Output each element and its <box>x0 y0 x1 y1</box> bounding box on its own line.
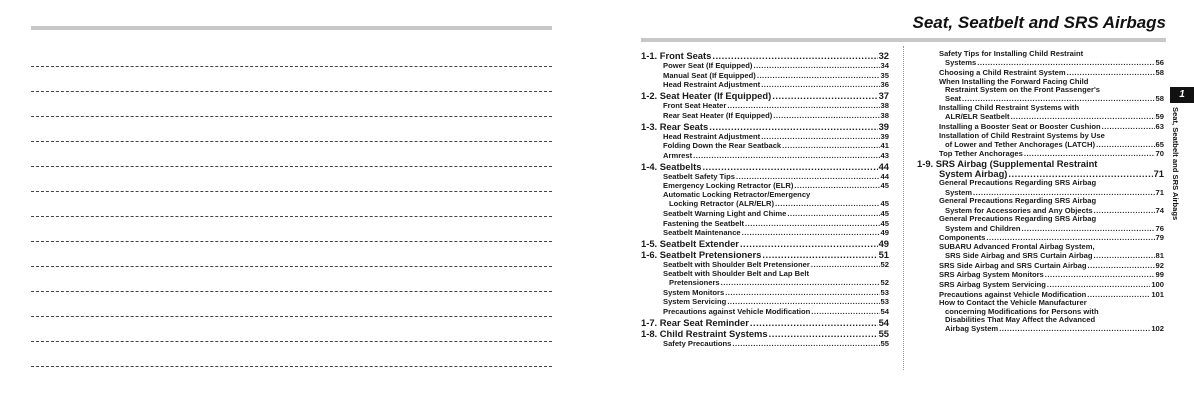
leader-dots <box>977 59 1154 68</box>
toc-column-left <box>641 50 889 349</box>
toc-page-number: 34 <box>880 61 889 71</box>
note-line <box>31 66 552 67</box>
toc-subentry[interactable] <box>641 80 889 90</box>
toc-entry-title: Precautions against Vehicle Modification <box>939 289 1087 299</box>
toc-entry-title: Installing Child Restraint Systems with <box>939 103 1080 112</box>
note-line <box>31 191 552 192</box>
leader-dots <box>712 51 877 61</box>
leader-dots <box>727 102 879 111</box>
toc-entry-title: 1-2. Seat Heater (If Equipped) <box>641 90 772 102</box>
toc-page-number: 71 <box>1153 168 1164 180</box>
toc-page-number: 100 <box>1151 280 1164 290</box>
chapter-tab-number[interactable]: 1 <box>1170 87 1194 103</box>
toc-entry-title: Installing a Booster Seat or Booster Cushion <box>939 121 1101 131</box>
toc-entry-title: Restraint System on the Front Passenger's <box>945 85 1100 94</box>
toc-entry-title: Seatbelt Safety Tips <box>663 171 736 181</box>
toc-page-number: 76 <box>1155 223 1164 233</box>
toc-entry-title: SUBARU Advanced Frontal Airbag System, <box>939 242 1095 252</box>
toc-subentry[interactable] <box>917 271 1164 281</box>
toc-subentry[interactable] <box>917 179 1164 197</box>
toc-subentry[interactable] <box>641 61 889 71</box>
toc-subentry[interactable] <box>641 132 889 142</box>
toc-entry-last-line[interactable] <box>917 251 1164 261</box>
toc-page-number: 44 <box>878 160 889 172</box>
toc-entry-title: System Servicing <box>663 297 727 307</box>
toc-page-number: 56 <box>1155 58 1164 68</box>
toc-subentry[interactable] <box>641 172 889 182</box>
leader-dots <box>702 162 877 172</box>
toc-entry-title: Top Tether Anchorages <box>939 149 1023 159</box>
toc-page-number: 49 <box>878 237 889 249</box>
toc-subentry[interactable] <box>641 339 889 349</box>
leader-dots <box>732 340 879 349</box>
toc-page-number: 45 <box>880 181 889 191</box>
toc-page-number: 39 <box>880 131 889 141</box>
toc-entry-title: Airbag System <box>945 324 999 334</box>
leader-dots <box>725 289 879 298</box>
toc-page-number: 70 <box>1155 149 1164 159</box>
toc-entry-title: Fastening the Seatbelt <box>663 218 745 228</box>
toc-page-number: 81 <box>1155 251 1164 261</box>
leader-dots <box>1094 207 1155 216</box>
leader-dots <box>1011 113 1155 122</box>
toc-subentry[interactable] <box>641 219 889 229</box>
toc-entry-title: Head Restraint Adjustment <box>663 131 761 141</box>
toc-entry-title: Choosing a Child Restraint System <box>939 67 1066 77</box>
leader-dots <box>1102 123 1155 132</box>
toc-entry-last-line[interactable] <box>917 224 1164 234</box>
toc-page-number: 49 <box>880 228 889 238</box>
toc-page-number: 55 <box>880 339 889 349</box>
toc-entry-title: Manual Seat (If Equipped) <box>663 70 756 80</box>
toc-section-entry[interactable] <box>917 159 1164 179</box>
toc-subentry[interactable] <box>641 191 889 209</box>
toc-entry-title: SRS Side Airbag and SRS Curtain Airbag <box>945 251 1093 261</box>
toc-entry-title: System Monitors <box>663 287 725 297</box>
toc-entry-title: System Airbag) <box>939 168 1008 180</box>
toc-entry-title: SRS Airbag System Servicing <box>939 280 1046 290</box>
toc-entry-title: 1-7. Rear Seat Reminder <box>641 316 749 328</box>
leader-dots <box>1094 252 1155 261</box>
toc-page-number: 52 <box>880 260 889 270</box>
toc-subentry[interactable] <box>641 270 889 288</box>
toc-entry-title: 1-4. Seatbelts <box>641 160 702 172</box>
toc-subentry[interactable] <box>641 111 889 121</box>
leader-dots <box>811 261 880 270</box>
toc-subentry[interactable] <box>917 132 1164 150</box>
toc-subentry[interactable] <box>917 104 1164 122</box>
leader-dots <box>773 112 879 121</box>
leader-dots <box>762 250 877 260</box>
toc-entry-last-line[interactable] <box>917 112 1164 122</box>
toc-column-right <box>917 50 1164 334</box>
toc-entry-title: General Precautions Regarding SRS Airbag <box>939 196 1097 206</box>
toc-page-number: 54 <box>878 316 889 328</box>
leader-dots <box>757 72 880 81</box>
leader-dots <box>811 308 879 317</box>
toc-entry-title: Seat <box>945 94 962 104</box>
leader-dots <box>787 210 879 219</box>
toc-entry-last-line[interactable] <box>641 200 889 210</box>
toc-subentry[interactable] <box>917 197 1164 215</box>
toc-entry-title: How to Contact the Vehicle Manufacturer <box>939 298 1087 308</box>
toc-page-number: 54 <box>880 307 889 317</box>
toc-entry-title: Components <box>939 233 986 243</box>
note-line <box>31 316 552 317</box>
toc-page-number: 65 <box>1155 139 1164 149</box>
toc-entry-title: ALR/ELR Seatbelt <box>945 112 1010 122</box>
toc-subentry[interactable] <box>641 151 889 161</box>
note-line <box>31 266 552 267</box>
leader-dots <box>772 91 877 101</box>
toc-entry-title: Disabilities That May Affect the Advanced <box>945 315 1096 325</box>
toc-entry-title: System and Children <box>945 223 1021 233</box>
toc-entry-title: 1-8. Child Restraint Systems <box>641 328 768 340</box>
toc-section-entry[interactable] <box>641 122 889 132</box>
toc-page-number: 38 <box>880 101 889 111</box>
chapter-tab-label: Seat, Seatbelt and SRS Airbags <box>1171 107 1180 221</box>
note-line <box>31 291 552 292</box>
toc-entry-title: Precautions against Vehicle Modification <box>663 307 811 317</box>
toc-page-number: 37 <box>878 90 889 102</box>
toc-page-number: 45 <box>880 199 889 209</box>
toc-page-number: 58 <box>1155 67 1164 77</box>
toc-entry-title: of Lower and Tether Anchorages (LATCH) <box>945 139 1096 149</box>
toc-page-number: 53 <box>880 297 889 307</box>
toc-page-number: 35 <box>880 70 889 80</box>
leader-dots <box>1045 271 1155 280</box>
toc-entry-title: Seatbelt with Shoulder Belt Pretensioner <box>663 260 810 270</box>
toc-page-number: 43 <box>880 150 889 160</box>
toc-page-number: 102 <box>1151 324 1164 334</box>
toc-subentry[interactable] <box>641 209 889 219</box>
toc-page-number: 36 <box>880 80 889 90</box>
toc-entry-title: Seatbelt with Shoulder Belt and Lap Belt <box>663 269 809 279</box>
toc-page-number: 63 <box>1155 121 1164 131</box>
toc-page-number: 38 <box>880 110 889 120</box>
toc-page-number: 52 <box>880 278 889 288</box>
column-divider <box>903 46 904 370</box>
leader-dots <box>709 122 877 132</box>
toc-page-number: 99 <box>1155 270 1164 280</box>
toc-entry-title: Safety Precautions <box>663 339 732 349</box>
toc-page-number: 55 <box>878 328 889 340</box>
toc-entry-title: 1-6. Seatbelt Pretensioners <box>641 249 762 261</box>
toc-page-number: 101 <box>1151 289 1164 299</box>
toc-entry-last-line[interactable] <box>917 58 1164 68</box>
leader-dots <box>750 318 878 328</box>
leader-dots <box>736 173 880 182</box>
toc-page-number: 71 <box>1155 187 1164 197</box>
toc-subentry[interactable] <box>641 288 889 298</box>
toc-subentry[interactable] <box>917 280 1164 290</box>
toc-entry-title: 1-5. Seatbelt Extender <box>641 237 739 249</box>
toc-section-entry[interactable] <box>641 51 889 61</box>
right-page-header-rule <box>641 38 1166 42</box>
toc-entry-title: SRS Side Airbag and SRS Curtain Airbag <box>939 260 1087 270</box>
toc-subentry[interactable] <box>641 101 889 111</box>
toc-page-number: 58 <box>1155 94 1164 104</box>
toc-entry-title: Power Seat (If Equipped) <box>663 61 753 71</box>
note-line <box>31 166 552 167</box>
toc-entry-title: 1-9. SRS Airbag (Supplemental Restraint <box>917 158 1098 170</box>
note-line <box>31 241 552 242</box>
toc-page-number: 45 <box>880 218 889 228</box>
toc-subentry[interactable] <box>917 243 1164 261</box>
toc-page-number: 79 <box>1155 233 1164 243</box>
toc-entry-title: Armrest <box>663 150 693 160</box>
toc-subentry[interactable] <box>641 141 889 151</box>
leader-dots <box>742 229 880 238</box>
toc-page-number: 51 <box>878 249 889 261</box>
toc-entry-last-line[interactable] <box>917 325 1164 335</box>
toc-page-number: 53 <box>880 287 889 297</box>
toc-section-entry[interactable] <box>641 329 889 339</box>
toc-entry-title: concerning Modifications for Persons with <box>945 306 1099 316</box>
note-line <box>31 116 552 117</box>
toc-subentry[interactable] <box>917 215 1164 233</box>
toc-entry-title: Head Restraint Adjustment <box>663 80 761 90</box>
leader-dots <box>775 200 879 209</box>
note-line <box>31 341 552 342</box>
toc-page-number: 45 <box>880 208 889 218</box>
toc-subentry[interactable] <box>917 299 1164 334</box>
toc-entry-title: Installation of Child Restraint Systems by Use <box>939 130 1105 140</box>
toc-entry-title: 1-3. Rear Seats <box>641 120 709 132</box>
note-line <box>31 366 552 367</box>
toc-page-number: 59 <box>1155 112 1164 122</box>
toc-entry-title: 1-1. Front Seats <box>641 50 712 61</box>
toc-entry-title: Systems <box>945 58 977 68</box>
toc-entry-title: SRS Airbag System Monitors <box>939 270 1044 280</box>
toc-entry-title: Safety Tips for Installing Child Restraint <box>939 49 1084 58</box>
leader-dots <box>1022 225 1155 234</box>
toc-subentry[interactable] <box>641 71 889 81</box>
toc-page-number: 74 <box>1155 205 1164 215</box>
toc-section-entry[interactable] <box>641 91 889 101</box>
leader-dots <box>769 329 878 339</box>
page-title: Seat, Seatbelt and SRS Airbags <box>912 13 1166 32</box>
leader-dots <box>761 81 879 90</box>
leader-dots <box>745 220 880 229</box>
leader-dots <box>1096 141 1154 150</box>
toc-subentry[interactable] <box>917 261 1164 271</box>
toc-page-number: 44 <box>880 171 889 181</box>
toc-subentry[interactable] <box>917 78 1164 104</box>
toc-entry-title: Seatbelt Maintenance <box>663 228 741 238</box>
toc-entry-title: Pretensioners <box>669 278 720 288</box>
leader-dots <box>721 279 880 288</box>
leader-dots <box>727 298 879 307</box>
toc-subentry[interactable] <box>641 307 889 317</box>
note-line <box>31 91 552 92</box>
leader-dots <box>693 152 879 161</box>
toc-entry-title: When Installing the Forward Facing Child <box>939 76 1089 86</box>
toc-entry-title: Seatbelt Warning Light and Chime <box>663 208 787 218</box>
toc-entry-title: Folding Down the Rear Seatback <box>663 141 782 151</box>
toc-page-number: 39 <box>878 120 889 132</box>
leader-dots <box>761 133 879 142</box>
leader-dots <box>1047 281 1150 290</box>
leader-dots <box>753 62 879 71</box>
toc-subentry[interactable] <box>641 298 889 308</box>
toc-subentry[interactable] <box>641 228 889 238</box>
toc-section-entry[interactable] <box>641 318 889 328</box>
leader-dots <box>782 142 879 151</box>
toc-entry-title: System for Accessories and Any Objects <box>945 205 1093 215</box>
toc-section-entry[interactable] <box>641 239 889 249</box>
leader-dots <box>1088 262 1155 271</box>
leader-dots <box>1087 291 1150 300</box>
leader-dots <box>740 239 878 249</box>
toc-section-entry[interactable] <box>641 250 889 260</box>
toc-subentry[interactable] <box>917 50 1164 68</box>
toc-section-entry[interactable] <box>641 162 889 172</box>
note-line <box>31 141 552 142</box>
toc-entry-title: Locking Retractor (ALR/ELR) <box>669 199 775 209</box>
toc-entry-last-line[interactable] <box>641 279 889 289</box>
toc-page-number: 32 <box>878 50 889 61</box>
toc-page-number: 92 <box>1155 260 1164 270</box>
toc-entry-title: General Precautions Regarding SRS Airbag <box>939 178 1097 188</box>
left-page-header-rule <box>31 26 552 30</box>
toc-page-number: 41 <box>880 141 889 151</box>
note-line <box>31 216 552 217</box>
toc-entry-title: Rear Seat Heater (If Equipped) <box>663 110 773 120</box>
toc-entry-title: Automatic Locking Retractor/Emergency <box>663 190 811 200</box>
toc-entry-title: General Precautions Regarding SRS Airbag <box>939 214 1097 224</box>
toc-entry-title: Front Seat Heater <box>663 101 727 111</box>
toc-entry-title: Emergency Locking Retractor (ELR) <box>663 181 794 191</box>
leader-dots <box>999 325 1150 334</box>
toc-entry-title: System <box>945 187 973 197</box>
toc-entry-last-line[interactable] <box>917 140 1164 150</box>
